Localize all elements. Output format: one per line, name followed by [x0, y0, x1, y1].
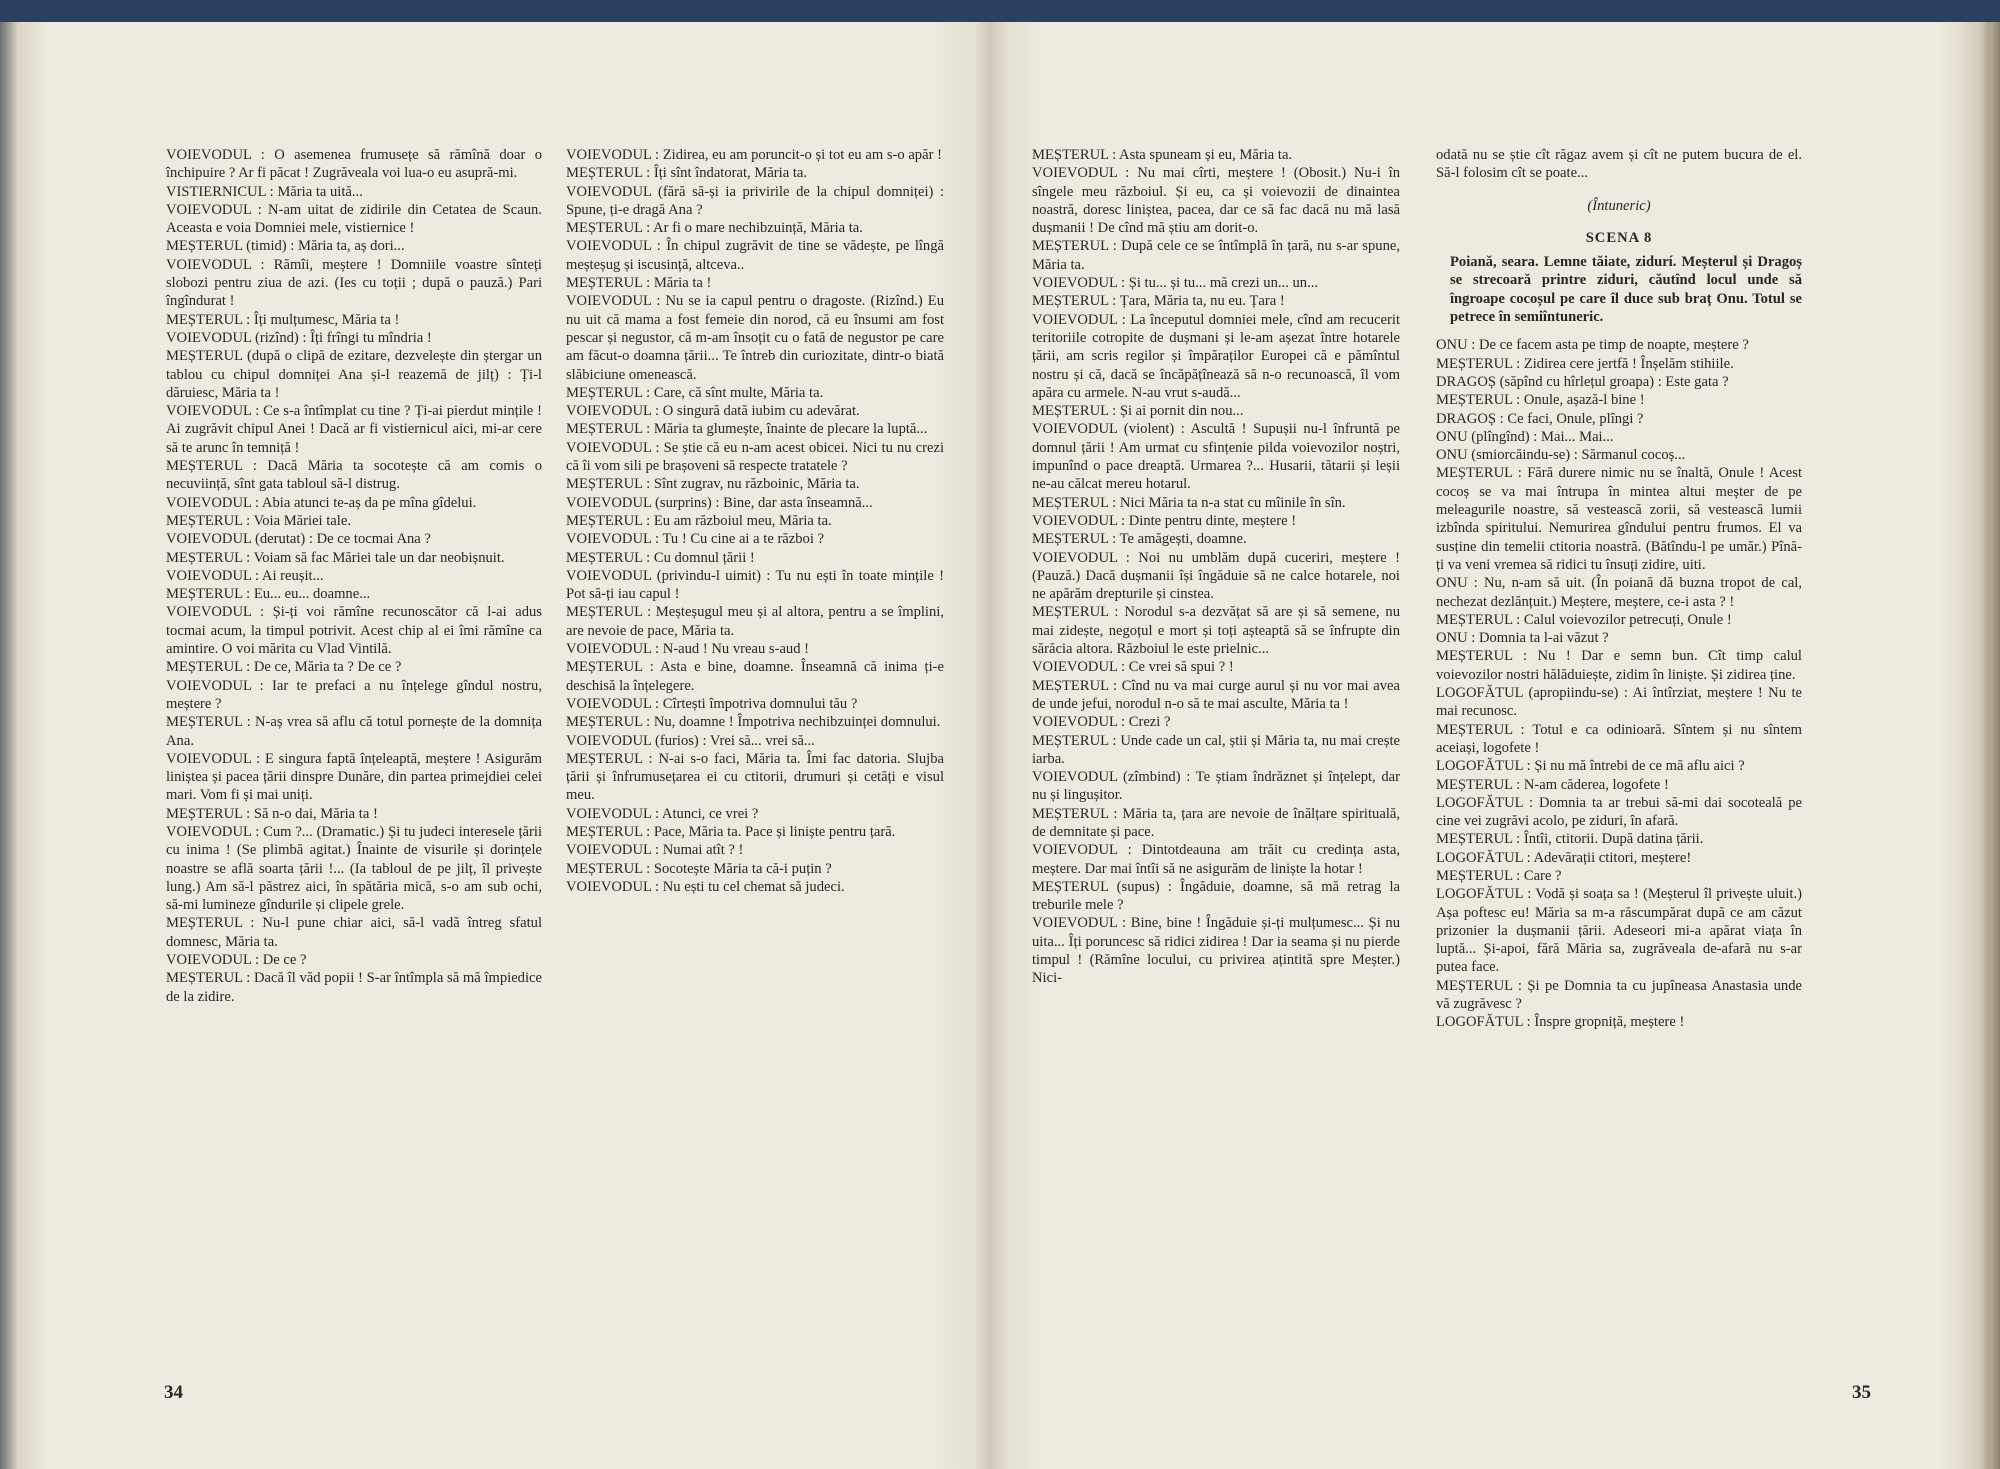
dialogue-line: MEȘTERUL (supus) : Îngăduie, doamne, să mă retrag la treburile mele ?: [1032, 878, 1400, 914]
dialogue-line: ONU (plîngînd) : Mai... Mai...: [1436, 428, 1614, 445]
dialogue-line: MEȘTERUL : Nu-l pune chiar aici, să-l vadă întreg sfatul domnesc, Măria ta.: [166, 915, 542, 950]
dialogue-line: VOIEVODUL : Ce s-a întîmplat cu tine ? Ți-ai pierdut mințile ! Ai zugrăvit chipul Anei ! Dacă ar fi vistiernicul aici, mi-ar cere să te arunc în temniță !: [166, 403, 542, 456]
dialogue-line: MEȘTERUL : Țara, Măria ta, nu eu. Țara !: [1032, 293, 1285, 310]
dialogue-line: LOGOFĂTUL : Înspre gropniță, meștere !: [1436, 1014, 1685, 1031]
dialogue-line: VOIEVODUL : O singură dată iubim cu adevărat.: [566, 403, 860, 420]
dialogue-line: DRAGOȘ : Ce faci, Onule, plîngi ?: [1436, 410, 1644, 427]
dialogue-line: MEȘTERUL : Unde cade un cal, știi și Măria ta, nu mai crește iarba.: [1032, 732, 1400, 767]
dialogue-line: VOIEVODUL (furios) : Vrei să... vrei să...: [566, 732, 815, 749]
dialogue-line: MEȘTERUL : Asta e bine, doamne. Înseamnă că inima ți-e deschisă la înțelegere.: [566, 659, 944, 694]
dialogue-line: VOIEVODUL : Ce vrei să spui ? !: [1032, 659, 1234, 676]
dialogue-line: LOGOFĂTUL : Și nu mă întrebi de ce mă aflu aici ?: [1436, 758, 1745, 775]
dialogue-line: LOGOFĂTUL : Adevărații ctitori, meștere!: [1436, 849, 1692, 866]
column-1: [166, 146, 542, 1006]
dialogue-line: VOIEVODUL : Rămîi, meștere ! Domniile voastre sînteți slobozi pentru ziua de azi. (Ies cu toții ; după o pauză.) Pari îngîndurat !: [166, 256, 542, 310]
dialogue-line: MEȘTERUL : Îți mulțumesc, Măria ta !: [166, 311, 400, 328]
dialogue-line: ONU : De ce facem asta pe timp de noapte, meștere ?: [1436, 337, 1749, 354]
dialogue-line: MEȘTERUL : Socotește Măria ta că-i puțin ?: [566, 860, 832, 877]
dialogue-line: VOIEVODUL : N-am uitat de zidirile din Cetatea de Scaun. Aceasta e voia Domniei mele, vistiernice !: [166, 201, 542, 237]
dialogue-line: VOIEVODUL : De ce ?: [166, 952, 307, 969]
dialogue-line: MEȘTERUL : Cînd nu va mai curge aurul și nu vor mai avea de unde jefui, norodul n-o să te mai asculte, Măria ta !: [1032, 677, 1400, 712]
dialogue-line: LOGOFĂTUL (apropiindu-se) : Ai întîrziat, meștere ! Nu te mai recunosc.: [1436, 685, 1802, 720]
dialogue-line: VOIEVODUL (privindu-l uimit) : Tu nu ești în toate mințile ! Pot să-ți iau capul !: [566, 567, 944, 603]
column-4: [1436, 146, 1802, 1032]
dialogue-line: MEȘTERUL : Totul e ca odinioară. Sîntem și nu sîntem aceiași, logofete !: [1436, 721, 1802, 756]
dialogue-line: MEȘTERUL : Voiam să fac Măriei tale un dar neobișnuit.: [166, 549, 505, 566]
dialogue-line: MEȘTERUL : Nu ! Dar e semn bun. Cît timp calul voievozilor nostri hălăduiește, zidim în liniște. Și zidirea ține.: [1436, 648, 1802, 683]
dialogue-line: ONU (smiorcăindu-se) : Sărmanul cocoș...: [1436, 447, 1686, 464]
dialogue-line: VOIEVODUL : Tu ! Cu cine ai a te război ?: [566, 531, 825, 548]
dialogue-line: VOIEVODUL : Crezi ?: [1032, 714, 1171, 731]
dialogue-line: MEȘTERUL : Sînt zugrav, nu războinic, Măria ta.: [566, 476, 860, 493]
dialogue-line: VOIEVODUL : La începutul domniei mele, cînd am recucerit teritoriile cotropite de dușmani și le-am așezat între hotarele țării, am scris regilor și împăraților Europei că e pămîntul nostru și că, dacă se încăpățînează să n-o recunoască, îl vom apăra cu armele. N-au vrut s-audă...: [1032, 311, 1400, 401]
dialogue-line: MEȘTERUL : Cu domnul țării !: [566, 549, 755, 566]
dialogue-line: MEȘTERUL : Dacă îl văd popii ! S-ar întîmpla să mă împiedice de la zidire.: [166, 970, 542, 1005]
dialogue-line: VOIEVODUL : Bine, bine ! Îngăduie și-ți mulțumesc... Și nu uita... Îți poruncesc să ridici zidirea ! Dar ia seama și nu pierde timpul ! (Rămîne locului, cu privirea ațintită spre Meșter.) Nici-: [1032, 915, 1400, 987]
dialogue-line: VOIEVODUL : Cîrtești împotriva domnului tău ?: [566, 695, 858, 712]
dialogue-line: LOGOFĂTUL : Vodă și soața sa ! (Meșterul îl privește uluit.) Așa poftesc eu! Măria sa m-a răscumpărat după ce am căzut prizonier la dușmanii țării. Adeseori mi-a apărat viața în luptă... Și-apoi, fără Măria sa, zugrăveala de-afară nu s-ar putea face.: [1436, 886, 1802, 976]
dialogue-line: MEȘTERUL (după o clipă de ezitare, dezvelește din ștergar un tablou cu chipul domniței Ana și-l reazemă de jilț) : Ți-l dăruiesc, Măria ta !: [166, 348, 542, 401]
dialogue-line: VOIEVODUL : N-aud ! Nu vreau s-aud !: [566, 641, 810, 658]
dialogue-line: MEȘTERUL : Calul voievozilor petrecuți, Onule !: [1436, 611, 1732, 628]
dialogue-line: MEȘTERUL : Măria ta glumește, înainte de plecare la luptă...: [566, 421, 928, 438]
dialogue-line: MEȘTERUL : Voia Măriei tale.: [166, 512, 351, 529]
dialogue-line: VOIEVODUL : Dinte pentru dinte, meștere !: [1032, 512, 1297, 529]
dialogue-line: MEȘTERUL : Dacă Măria ta socotește că am comis o necuviință, sînt gata tabloul să-l distrug.: [166, 458, 542, 493]
dialogue-line: MEȘTERUL : Care, că sînt multe, Măria ta.: [566, 384, 824, 401]
dialogue-line: MEȘTERUL : Și ai pornit din nou...: [1032, 403, 1244, 420]
dialogue-line: MEȘTERUL : Măria ta, țara are nevoie de înălțare spirituală, de demnitate și pace.: [1032, 805, 1400, 840]
dialogue-line: VOIEVODUL : Dintotdeauna am trăit cu credința asta, meștere. Dar mai întîi să ne asigurăm de liniște la hotar !: [1032, 842, 1400, 877]
dialogue-line: VOIEVODUL : Și tu... și tu... mă crezi un... un...: [1032, 275, 1319, 292]
dialogue-line: MEȘTERUL : Care ?: [1436, 867, 1562, 884]
dialogue-line: DRAGOȘ (săpînd cu hîrlețul groapa) : Este gata ?: [1436, 373, 1729, 390]
dialogue-line: MEȘTERUL : Onule, așază-l bine !: [1436, 392, 1645, 409]
dialogue-line: MEȘTERUL : Eu am războiul meu, Măria ta.: [566, 512, 832, 529]
dialogue-line: MEȘTERUL : Norodul s-a dezvățat să are și să semene, nu mai zidește, negoțul e mort și toți așteaptă să se înfrupte din sărăcia altora. Războiul le este prielnic...: [1032, 604, 1400, 658]
dialogue-line: ONU : Domnia ta l-ai văzut ?: [1436, 630, 1609, 647]
right-page: [990, 22, 1990, 1469]
dialogue-line: MEȘTERUL : Și pe Domnia ta cu jupîneasa Anastasia unde vă zugrăvesc ?: [1436, 977, 1802, 1013]
dialogue-line: MEȘTERUL : Măria ta !: [566, 275, 712, 292]
dialogue-line: MEȘTERUL : Să n-o dai, Măria ta !: [166, 805, 378, 822]
dialogue-line: VOIEVODUL : Nu se ia capul pentru o dragoste. (Rizînd.) Eu nu uit că mama a fost femeie din norod, că eu însumi am fost pescar și negustor, că m-am însoțit cu o fată de negustor pe care am făcut-o doamna țării... Te întreb din curiozitate, dintr-o biată slăbiciune omenească.: [566, 293, 944, 383]
dialogue-line: MEȘTERUL : Nu, doamne ! Împotriva nechibzuinței domnului.: [566, 714, 941, 731]
dialogue-line: VOIEVODUL : Noi nu umblăm după cuceriri, meștere ! (Pauză.) Dacă dușmanii își îngăduie să ne calce hotarele, noi ne apărăm drepturile și cinstea.: [1032, 549, 1400, 603]
dialogue-line: MEȘTERUL : Pace, Măria ta. Pace și liniște pentru țară.: [566, 823, 896, 840]
dialogue-line: VOIEVODUL : În chipul zugrăvit de tine se vădește, pe lîngă meșteșug și iscusință, altceva..: [566, 238, 944, 273]
dialogue-line: MEȘTERUL : Asta spuneam și eu, Măria ta.: [1032, 147, 1293, 163]
dialogue-line: MEȘTERUL : Întîi, ctitorii. După datina țării.: [1436, 831, 1704, 848]
dialogue-line: VOIEVODUL (derutat) : De ce tocmai Ana ?: [166, 531, 431, 548]
dialogue-line: VISTIERNICUL : Măria ta uită...: [166, 183, 363, 200]
dialogue-line: MEȘTERUL : Ar fi o mare nechibzuință, Măria ta.: [566, 220, 863, 237]
stage-direction: (Întuneric): [1587, 197, 1651, 214]
dialogue-line: VOIEVODUL : Abia atunci te-aș da pe mîna gîdelui.: [166, 494, 477, 511]
dialogue-line: MEȘTERUL : Nici Măria ta n-a stat cu mîinile în sîn.: [1032, 494, 1346, 511]
dialogue-line: VOIEVODUL : Numai atît ? !: [566, 842, 744, 859]
dialogue-line: VOIEVODUL : Nu mai cîrti, meștere ! (Obosit.) Nu-i în sîngele meu războiul. Și eu, ca și voievozii de dinaintea noastră, doresc liniștea, pacea, dar ce să fac dacă nu mă lasă dușmanii ! De cînd mă știu am dorit-o.: [1032, 165, 1400, 237]
dialogue-line: LOGOFĂTUL : Domnia ta ar trebui să-mi dai socoteală pe cine vei zugrăvi acolo, pe ziduri, în afară.: [1436, 794, 1802, 830]
page-number-left: 34: [164, 1382, 183, 1403]
dialogue-line: VOIEVODUL (rizînd) : Îți frîngi tu mîndria !: [166, 329, 432, 346]
dialogue-line: MEȘTERUL : N-aș vrea să aflu că totul pornește de la domnița Ana.: [166, 714, 542, 749]
dialogue-line: VOIEVODUL : Atunci, ce vrei ?: [566, 805, 759, 822]
dialogue-line: VOIEVODUL (fără să-și ia privirile de la chipul domniței) : Spune, ți-e dragă Ana ?: [566, 183, 944, 218]
dialogue-line: VOIEVODUL : Cum ?... (Dramatic.) Și tu judeci interesele țării cu inima ! (Se plimbă agitat.) Înainte de visurile și dorințele noastre se află soarta țării !... (Ia tabloul de pe jilț, îl privește lung.) Am să-l păstrez aici, în spătăria mică, s-o am sub ochi, să-mi lumineze gîndurile și clipele grele.: [166, 823, 542, 914]
dialogue-line: VOIEVODUL (surprins) : Bine, dar asta înseamnă...: [566, 494, 873, 511]
column-2: [566, 146, 944, 896]
scene-heading: SCENA 8: [1585, 229, 1653, 246]
dialogue-line: VOIEVODUL (zîmbind) : Te știam îndrăznet și înțelept, dar nu și lingușitor.: [1032, 769, 1400, 804]
dialogue-line: VOIEVODUL : Nu ești tu cel chemat să judeci.: [566, 878, 845, 895]
dialogue-line: VOIEVODUL : E singura faptă înțeleaptă, meștere ! Asigurăm liniștea și pacea țării dinspre Dunăre, din partea primejdiei celei mari. Vom fi și mai uniți.: [166, 750, 542, 804]
dialogue-line: MEȘTERUL : Te amăgești, doamne.: [1032, 531, 1247, 548]
dialogue-line: MEȘTERUL : Zidirea cere jertfă ! Înșelăm stihiile.: [1436, 355, 1734, 372]
dialogue-line: VOIEVODUL : Se știe că eu n-am acest obicei. Nici tu nu crezi că îi vom sili pe brașoveni să respecte tratatele ?: [566, 439, 944, 475]
dialogue-line: MEȘTERUL : Fără durere nimic nu se înaltă, Onule ! Acest cocoș se va mai întrupa în mintea altui meșter de pe meleagurile noastre, să vestească zorii, să vestească lumii izbînda spiritului. Nemurirea gîndului pentru frumos. El va susține din temelii ctitoria noastră. (Bătîndu-l pe umăr.) Pînă-ți va veni vremea să ridici tu însuți zidire, uiti.: [1436, 465, 1802, 573]
dialogue-line: VOIEVODUL : Și-ți voi rămîne recunoscător că l-ai adus tocmai acum, la timpul potrivit. Acest chip al ei îmi rămîne ca amintire. O voi mărita cu Vlad Vintilă.: [166, 604, 542, 658]
left-page: [0, 22, 990, 1469]
dialogue-line: VOIEVODUL (violent) : Ascultă ! Supușii nu-l înfruntă pe domnul țării ! Am urmat cu sfințenie pilda voievozilor noștri, impunînd o pace dreaptă. Urmarea ?... Husarii, tătarii și leșii ne-au călcat mereu hotarul.: [1032, 421, 1400, 493]
dialogue-line: VOIEVODUL : Zidirea, eu am poruncit-o și tot eu am s-o apăr !: [566, 147, 942, 163]
dialogue-line: MEȘTERUL : N-am căderea, logofete !: [1436, 776, 1669, 793]
page-stack-edge: [1990, 22, 2000, 1469]
column-3: [1032, 146, 1400, 988]
dialogue-line: MEȘTERUL : După cele ce se întîmplă în țară, nu s-ar spune, Măria ta.: [1032, 238, 1400, 273]
page-number-right: 35: [1852, 1382, 1871, 1403]
dialogue-line: MEȘTERUL : Meșteșugul meu și al altora, pentru a se împlini, are nevoie de pace, Măria ta.: [566, 604, 944, 639]
dialogue-line: MEȘTERUL : Eu... eu... doamne...: [166, 586, 371, 603]
dialogue-line: VOIEVODUL : O asemenea frumusețe să rămînă doar o închipuire ? Ar fi păcat ! Zugrăveala voi lua-o eu asupră-mi.: [166, 147, 542, 182]
dialogue-line: MEȘTERUL (timid) : Măria ta, aș dori...: [166, 238, 405, 255]
dialogue-line: ONU : Nu, n-am să uit. (În poiană dă buzna tropot de cal, nechezat dezlănțuit.) Meștere, meștere, ce-i asta ? !: [1436, 575, 1802, 610]
dialogue-line: MEȘTERUL : N-ai s-o faci, Măria ta. Îmi fac datoria. Slujba țării și înfrumusețarea ei cu ctitorii, drumuri și cetăți e visul meu.: [566, 750, 944, 804]
dialogue-line: MEȘTERUL : De ce, Măria ta ? De ce ?: [166, 659, 402, 676]
column-4-dialogue: [1436, 336, 1802, 1031]
column-4-continuation: odată nu se știe cît răgaz avem și cît ne putem bucura de el. Să-l folosim cît se poate...: [1436, 147, 1802, 182]
scene-description: Poiană, seara. Lemne tăiate, zidurí. Meșterul și Dragoș se strecoară printre ziduri, căutînd locul unde să îngroape cocoșul pe care îl duce sub braț Onu. Totul se petrece în semiîntuneric.: [1450, 254, 1802, 326]
dialogue-line: VOIEVODUL : Ai reușit...: [166, 567, 324, 584]
dialogue-line: MEȘTERUL : Îți sînt îndatorat, Măria ta.: [566, 165, 808, 182]
dialogue-line: VOIEVODUL : Iar te prefaci a nu înțelege gîndul nostru, meștere ?: [166, 677, 542, 712]
